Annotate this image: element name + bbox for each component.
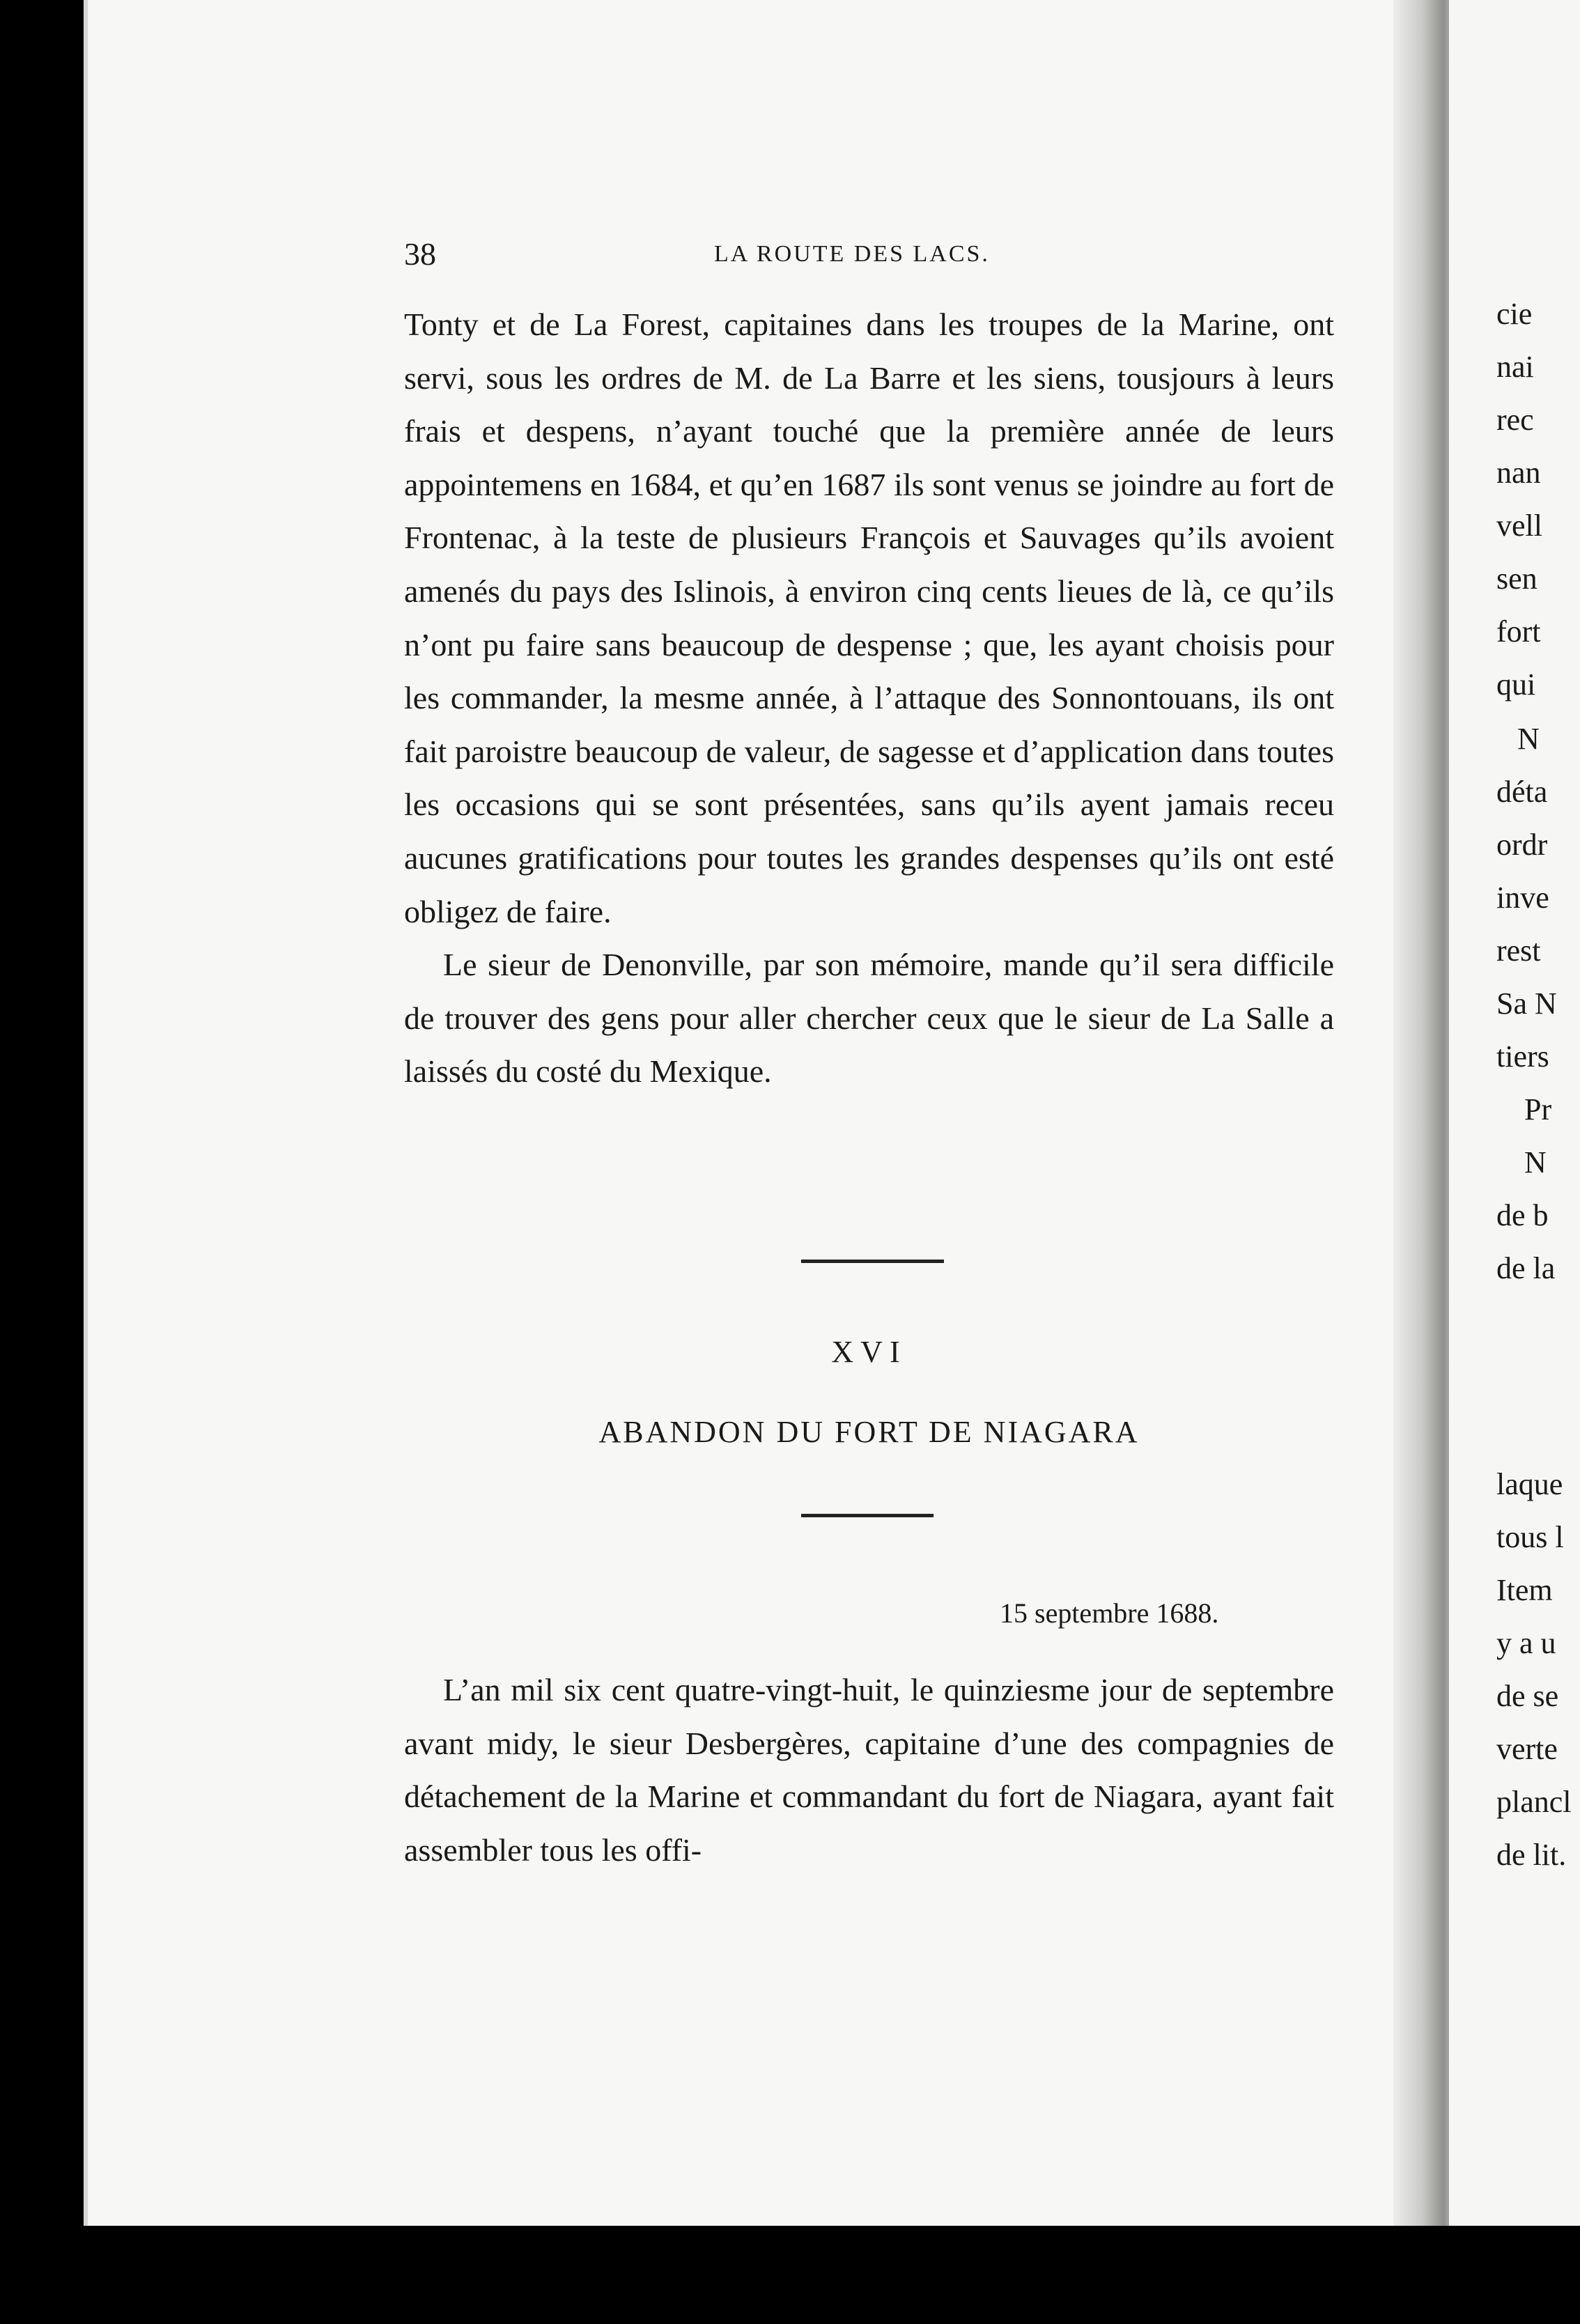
facing-fragment: N [1524,1145,1547,1179]
facing-fragment: y a u [1496,1626,1556,1660]
paragraph-denonville: Le sieur de Denonville, par son mémoire, mande qu’il sera difficile de trouver des gens pour aller chercher ceux que le sieur de La Salle a laissés du costé du Mexique. [404,947,1334,1090]
chapter-number: XVI [831,1335,907,1369]
dateline: 15 septembre 1688. [1000,1597,1219,1629]
page-number: 38 [404,236,436,272]
facing-fragment: ordr [1496,828,1548,862]
facing-fragment: Sa N [1496,986,1557,1021]
facing-fragment: de la [1496,1251,1556,1285]
facing-fragment: déta [1496,775,1548,809]
facing-fragment: nan [1496,456,1541,490]
facing-fragment: tous l [1496,1520,1564,1554]
facing-fragment: rest [1496,934,1541,968]
section-rule-top [801,1260,944,1263]
facing-fragment: nai [1496,350,1534,384]
running-head: LA ROUTE DES LACS. [714,241,990,267]
facing-fragment: de se [1496,1679,1559,1713]
body-text-upper [404,298,1334,1099]
section-rule-bottom [801,1514,934,1517]
facing-fragment: Item [1496,1573,1553,1607]
facing-fragment: inve [1496,881,1549,915]
facing-fragment: laque [1496,1467,1563,1501]
page-header [404,235,1334,277]
chapter-title: ABANDON DU FORT DE NIAGARA [598,1415,1140,1449]
body-text-lower [404,1664,1334,1877]
facing-fragment: verte [1496,1732,1558,1766]
facing-fragment: N [1517,722,1540,756]
facing-fragment: cie [1496,297,1533,331]
facing-fragment: de b [1496,1198,1549,1232]
facing-fragment: fort [1496,614,1541,649]
paragraph-proces-verbal: L’an mil six cent quatre-vingt-huit, le quinziesme jour de septembre avant midy, le sieur Desbergères, capitaine d’une des compagnies de détachement de la Marine et commandant du fort de Niagara, ayant fait assembler tous les offi- [404,1672,1334,1868]
scan-border [0,2226,1580,2324]
facing-fragment: Pr [1524,1092,1552,1126]
facing-fragment: rec [1496,403,1534,437]
facing-fragment: plancl [1496,1785,1572,1819]
paragraph-continued: Tonty et de La Forest, capitaines dans les troupes de la Marine, ont servi, sous les ordres de M. de La Barre et les siens, tousjours à leurs frais et despens, n’ayant touché que la première année de leurs appointemens en 1684, et qu’en 1687 ils sont venus se joindre au fort de Frontenac, à la teste de plusieurs François et Sauvages qu’ils avoient amenés du pays des Islinois, à environ cinq cents lieues de là, ce qu’ils n’ont pu faire sans beaucoup de despense ; que, les ayant choisis pour les commander, la mesme année, à l’attaque des Sonnontouans, ils ont fait paroistre beaucoup de valeur, de sagesse et d’application dans toutes les occasions qui se sont présentées, sans qu’ils ayent jamais receu aucunes gratifications pour toutes les grandes despenses qu’ils ont esté obligez de faire. [404,307,1334,929]
facing-fragment: vell [1496,509,1542,543]
facing-fragment: qui [1496,667,1536,702]
facing-fragment: tiers [1496,1039,1549,1074]
facing-fragment: sen [1496,561,1538,596]
facing-fragment: de lit. [1496,1838,1567,1872]
